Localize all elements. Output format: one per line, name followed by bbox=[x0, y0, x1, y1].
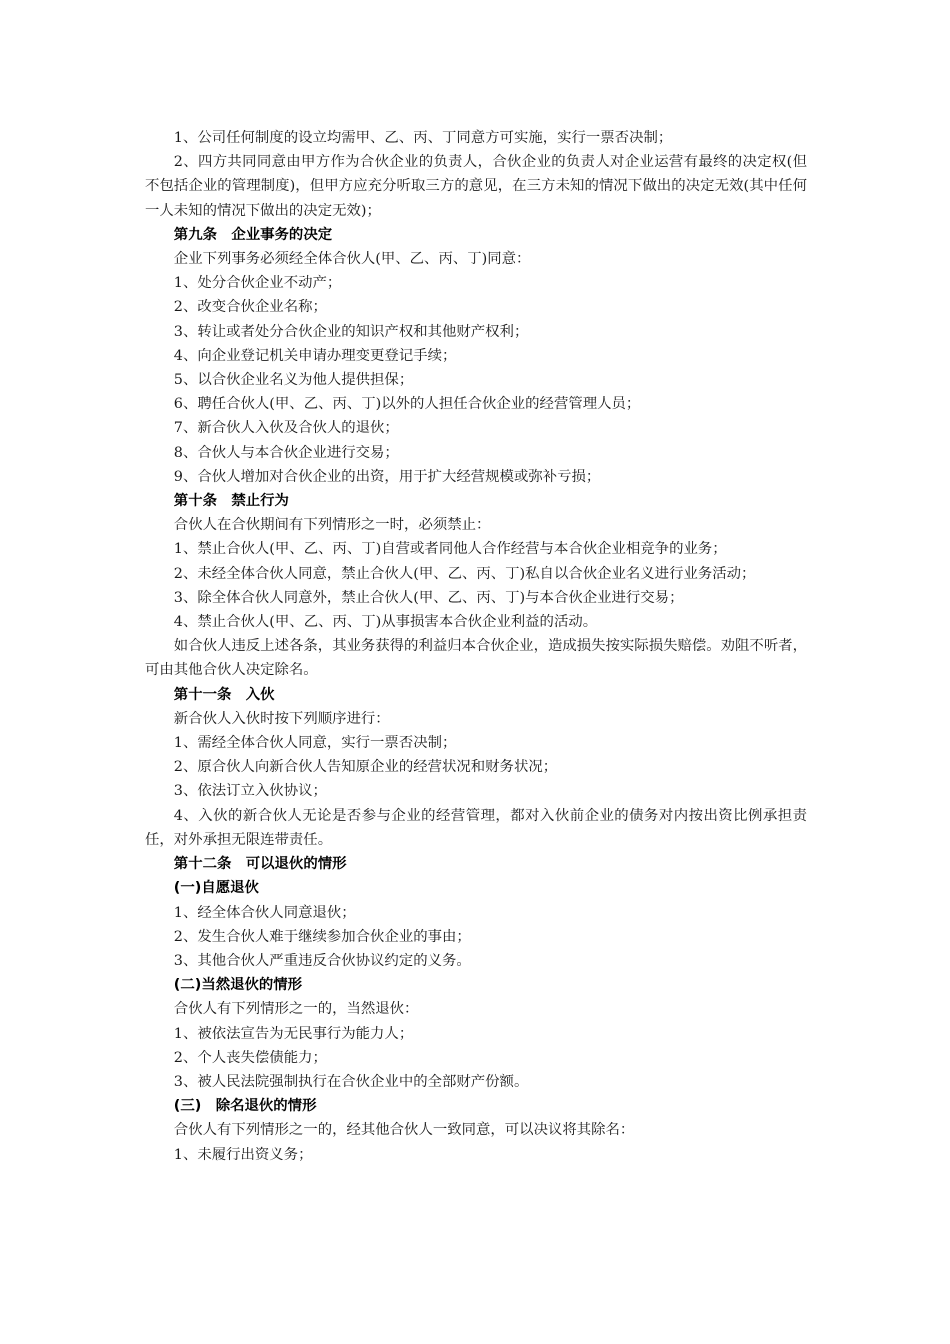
paragraph: 企业下列事务必须经全体合伙人(甲、乙、丙、丁)同意： bbox=[173, 251, 531, 268]
paragraph: 2、个人丧失偿债能力； bbox=[173, 1049, 327, 1066]
paragraph: 2、未经全体合伙人同意，禁止合伙人(甲、乙、丙、丁)私自以合伙企业名义进行业务活动； bbox=[173, 565, 756, 582]
section-heading: (三) 除名退伙的情形 bbox=[173, 1098, 317, 1115]
paragraph: 合伙人在合伙期间有下列情形之一时，必须禁止： bbox=[173, 517, 491, 534]
paragraph: 1、处分合伙企业不动产； bbox=[173, 275, 342, 292]
paragraph: 2、改变合伙企业名称； bbox=[173, 299, 327, 316]
paragraph: 1、被依法宣告为无民事行为能力人； bbox=[173, 1025, 414, 1042]
paragraph: 3、其他合伙人严重违反合伙协议约定的义务。 bbox=[173, 952, 471, 969]
paragraph: 新合伙人入伙时按下列顺序进行： bbox=[173, 710, 390, 727]
paragraph: 合伙人有下列情形之一的，经其他合伙人一致同意，可以决议将其除名： bbox=[173, 1122, 635, 1139]
paragraph: 1、需经全体合伙人同意，实行一票否决制； bbox=[173, 735, 457, 752]
paragraph: 3、依法订立入伙协议； bbox=[173, 783, 327, 800]
paragraph: 1、经全体合伙人同意退伙； bbox=[173, 904, 356, 921]
paragraph: 3、除全体合伙人同意外，禁止合伙人(甲、乙、丙、丁)与本合伙企业进行交易； bbox=[173, 589, 684, 606]
paragraph: 7、新合伙人入伙及合伙人的退伙； bbox=[173, 420, 399, 437]
paragraph: 如合伙人违反上述各条，其业务获得的利益归本合伙企业，造成损失按实际损失赔偿。劝阻不听者，可由其他合伙人决定除名。 bbox=[145, 638, 807, 679]
paragraph: 2、原合伙人向新合伙人告知原企业的经营状况和财务状况； bbox=[173, 759, 558, 776]
paragraph: 8、合伙人与本合伙企业进行交易； bbox=[173, 444, 399, 461]
section-heading: 第十条 禁止行为 bbox=[173, 493, 289, 510]
section-heading: 第十二条 可以退伙的情形 bbox=[173, 856, 347, 873]
section-heading: (一)自愿退伙 bbox=[173, 880, 259, 897]
paragraph: 4、入伙的新合伙人无论是否参与企业的经营管理，都对入伙前企业的债务对内按出资比例承担责任，对外承担无限连带责任。 bbox=[145, 807, 807, 848]
paragraph: 3、被人民法院强制执行在合伙企业中的全部财产份额。 bbox=[173, 1073, 529, 1090]
section-heading: 第九条 企业事务的决定 bbox=[173, 226, 333, 243]
paragraph: 1、禁止合伙人(甲、乙、丙、丁)自营或者同他人合作经营与本合伙企业相竞争的业务； bbox=[173, 541, 727, 558]
section-heading: 第十一条 入伙 bbox=[173, 686, 275, 703]
paragraph: 9、合伙人增加对合伙企业的出资，用于扩大经营规模或弥补亏损； bbox=[173, 468, 601, 485]
section-heading: (二)当然退伙的情形 bbox=[173, 977, 303, 994]
paragraph: 3、转让或者处分合伙企业的知识产权和其他财产权利； bbox=[173, 323, 529, 340]
paragraph: 4、向企业登记机关申请办理变更登记手续； bbox=[173, 347, 457, 364]
paragraph: 2、发生合伙人难于继续参加合伙企业的事由； bbox=[173, 928, 471, 945]
paragraph: 合伙人有下列情形之一的，当然退伙： bbox=[173, 1001, 419, 1018]
paragraph: 1、未履行出资义务； bbox=[173, 1146, 313, 1163]
paragraph: 5、以合伙企业名义为他人提供担保； bbox=[173, 372, 414, 389]
document-body bbox=[145, 126, 807, 1167]
paragraph: 1、公司任何制度的设立均需甲、乙、丙、丁同意方可实施，实行一票否决制； bbox=[173, 130, 673, 146]
paragraph: 6、聘任合伙人(甲、乙、丙、丁)以外的人担任合伙企业的经营管理人员； bbox=[173, 396, 641, 413]
paragraph: 2、四方共同同意由甲方作为合伙企业的负责人，合伙企业的负责人对企业运营有最终的决定权(但不包括企业的管理制度)，但甲方应充分听取三方的意见，在三方未知的情况下做出的决定无效(其中任何一人未知的情况下做出的决定无效)； bbox=[145, 154, 807, 219]
paragraph: 4、禁止合伙人(甲、乙、丙、丁)从事损害本合伙企业利益的活动。 bbox=[173, 614, 598, 631]
